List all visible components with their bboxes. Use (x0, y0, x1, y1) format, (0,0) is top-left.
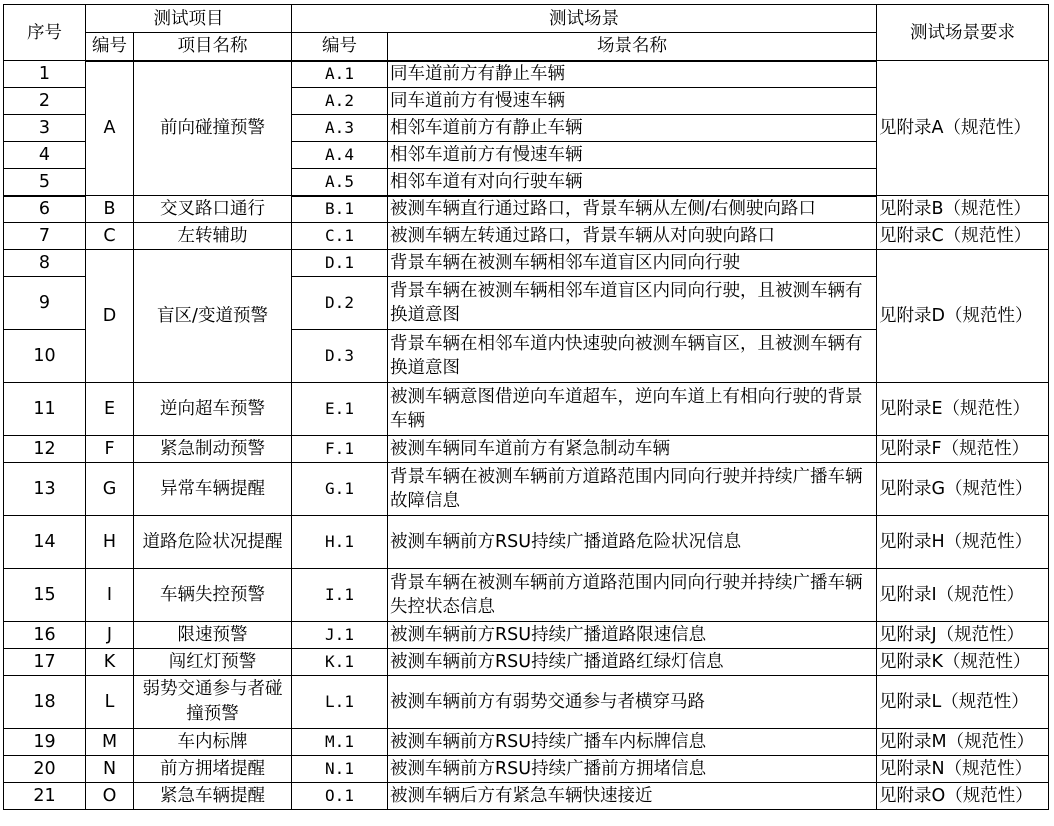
seq-cell: 3 (4, 115, 86, 142)
scene-code-cell: O.1 (292, 783, 388, 810)
seq-cell: 13 (4, 463, 86, 516)
seq-cell: 8 (4, 250, 86, 277)
item-name-cell: 逆向超车预警 (134, 383, 292, 436)
item-name-cell: 车内标牌 (134, 729, 292, 756)
item-code-cell: E (86, 383, 134, 436)
item-code-cell: O (86, 783, 134, 810)
scene-code-cell: D.3 (292, 330, 388, 383)
item-name-cell: 交叉路口通行 (134, 196, 292, 223)
scene-requirement-cell: 见附录I（规范性） (877, 569, 1049, 622)
seq-cell: 2 (4, 88, 86, 115)
table-row (4, 783, 1049, 810)
scene-requirement-cell: 见附录N（规范性） (877, 756, 1049, 783)
scene-name-cell: 被测车辆同车道前方有紧急制动车辆 (388, 436, 877, 463)
seq-cell: 6 (4, 196, 86, 223)
table-row (4, 61, 1049, 88)
scene-code-cell: E.1 (292, 383, 388, 436)
scene-name-cell: 背景车辆在被测车辆前方道路范围内同向行驶并持续广播车辆失控状态信息 (388, 569, 877, 622)
item-code-cell: B (86, 196, 134, 223)
scene-code-cell: N.1 (292, 756, 388, 783)
header-scene-requirement: 测试场景要求 (877, 5, 1049, 61)
seq-cell: 15 (4, 569, 86, 622)
item-name-cell: 异常车辆提醒 (134, 463, 292, 516)
scene-name-cell: 被测车辆前方RSU持续广播道路红绿灯信息 (388, 649, 877, 676)
scene-name-cell: 被测车辆后方有紧急车辆快速接近 (388, 783, 877, 810)
scene-requirement-cell: 见附录A（规范性） (877, 61, 1049, 196)
item-code-cell: M (86, 729, 134, 756)
item-name-cell: 左转辅助 (134, 223, 292, 250)
scene-requirement-cell: 见附录C（规范性） (877, 223, 1049, 250)
scene-name-cell: 背景车辆在被测车辆相邻车道盲区内同向行驶 (388, 250, 877, 277)
item-name-cell: 前方拥堵提醒 (134, 756, 292, 783)
item-name-cell: 道路危险状况提醒 (134, 516, 292, 569)
scene-code-cell: B.1 (292, 196, 388, 223)
scene-code-cell: A.4 (292, 142, 388, 169)
item-code-cell: C (86, 223, 134, 250)
item-code-cell: L (86, 676, 134, 729)
item-name-cell: 弱势交通参与者碰撞预警 (134, 676, 292, 729)
table-row (4, 729, 1049, 756)
header-scene-name: 场景名称 (388, 33, 877, 61)
seq-cell: 21 (4, 783, 86, 810)
header-seq: 序号 (4, 5, 86, 61)
item-name-cell: 闯红灯预警 (134, 649, 292, 676)
seq-cell: 7 (4, 223, 86, 250)
item-code-cell: I (86, 569, 134, 622)
seq-cell: 20 (4, 756, 86, 783)
seq-cell: 16 (4, 622, 86, 649)
seq-cell: 18 (4, 676, 86, 729)
scene-requirement-cell: 见附录L（规范性） (877, 676, 1049, 729)
table-row (4, 649, 1049, 676)
scene-requirement-cell: 见附录J（规范性） (877, 622, 1049, 649)
seq-cell: 12 (4, 436, 86, 463)
scene-code-cell: A.5 (292, 169, 388, 196)
scene-name-cell: 背景车辆在被测车辆相邻车道盲区内同向行驶，且被测车辆有换道意图 (388, 277, 877, 330)
scene-requirement-cell: 见附录O（规范性） (877, 783, 1049, 810)
seq-cell: 4 (4, 142, 86, 169)
table-row (4, 676, 1049, 729)
item-name-cell: 盲区/变道预警 (134, 250, 292, 383)
scene-code-cell: J.1 (292, 622, 388, 649)
scene-name-cell: 相邻车道前方有慢速车辆 (388, 142, 877, 169)
scene-name-cell: 被测车辆前方RSU持续广播道路限速信息 (388, 622, 877, 649)
scene-code-cell: M.1 (292, 729, 388, 756)
item-name-cell: 紧急制动预警 (134, 436, 292, 463)
scene-name-cell: 相邻车道有对向行驶车辆 (388, 169, 877, 196)
scene-code-cell: C.1 (292, 223, 388, 250)
header-item-name: 项目名称 (134, 33, 292, 61)
table-row (4, 383, 1049, 436)
table-row (4, 516, 1049, 569)
table-row (4, 436, 1049, 463)
header-item-code: 编号 (86, 33, 134, 61)
scene-name-cell: 被测车辆意图借逆向车道超车，逆向车道上有相向行驶的背景车辆 (388, 383, 877, 436)
scene-code-cell: A.1 (292, 61, 388, 88)
seq-cell: 17 (4, 649, 86, 676)
table-row (4, 223, 1049, 250)
seq-cell: 11 (4, 383, 86, 436)
header-test-scene: 测试场景 (292, 5, 877, 33)
item-name-cell: 限速预警 (134, 622, 292, 649)
table-row (4, 569, 1049, 622)
scene-code-cell: A.3 (292, 115, 388, 142)
item-name-cell: 紧急车辆提醒 (134, 783, 292, 810)
scene-name-cell: 被测车辆左转通过路口，背景车辆从对向驶向路口 (388, 223, 877, 250)
item-code-cell: K (86, 649, 134, 676)
scene-name-cell: 被测车辆前方RSU持续广播道路危险状况信息 (388, 516, 877, 569)
scene-requirement-cell: 见附录D（规范性） (877, 250, 1049, 383)
item-code-cell: H (86, 516, 134, 569)
table-row (4, 463, 1049, 516)
scene-code-cell: G.1 (292, 463, 388, 516)
scene-name-cell: 被测车辆前方RSU持续广播前方拥堵信息 (388, 756, 877, 783)
item-code-cell: G (86, 463, 134, 516)
scene-code-cell: H.1 (292, 516, 388, 569)
scene-requirement-cell: 见附录B（规范性） (877, 196, 1049, 223)
item-code-cell: N (86, 756, 134, 783)
scene-name-cell: 背景车辆在相邻车道内快速驶向被测车辆盲区，且被测车辆有换道意图 (388, 330, 877, 383)
scene-code-cell: L.1 (292, 676, 388, 729)
seq-cell: 19 (4, 729, 86, 756)
header-scene-code: 编号 (292, 33, 388, 61)
scene-name-cell: 相邻车道前方有静止车辆 (388, 115, 877, 142)
scene-code-cell: I.1 (292, 569, 388, 622)
scene-requirement-cell: 见附录E（规范性） (877, 383, 1049, 436)
item-name-cell: 前向碰撞预警 (134, 61, 292, 196)
scene-code-cell: A.2 (292, 88, 388, 115)
scene-requirement-cell: 见附录H（规范性） (877, 516, 1049, 569)
seq-cell: 9 (4, 277, 86, 330)
item-code-cell: F (86, 436, 134, 463)
scene-name-cell: 背景车辆在被测车辆前方道路范围内同向行驶并持续广播车辆故障信息 (388, 463, 877, 516)
scene-name-cell: 被测车辆前方RSU持续广播车内标牌信息 (388, 729, 877, 756)
item-code-cell: D (86, 250, 134, 383)
seq-cell: 5 (4, 169, 86, 196)
header-test-item: 测试项目 (86, 5, 292, 33)
scene-code-cell: K.1 (292, 649, 388, 676)
table-row (4, 196, 1049, 223)
scene-name-cell: 同车道前方有静止车辆 (388, 61, 877, 88)
scene-requirement-cell: 见附录F（规范性） (877, 436, 1049, 463)
test-scenario-table (3, 4, 1049, 810)
table-row (4, 250, 1049, 277)
item-code-cell: A (86, 61, 134, 196)
scene-name-cell: 被测车辆前方有弱势交通参与者横穿马路 (388, 676, 877, 729)
table-row (4, 756, 1049, 783)
scene-code-cell: D.1 (292, 250, 388, 277)
scene-code-cell: F.1 (292, 436, 388, 463)
scene-name-cell: 被测车辆直行通过路口，背景车辆从左侧/右侧驶向路口 (388, 196, 877, 223)
scene-code-cell: D.2 (292, 277, 388, 330)
scene-requirement-cell: 见附录K（规范性） (877, 649, 1049, 676)
item-name-cell: 车辆失控预警 (134, 569, 292, 622)
scene-name-cell: 同车道前方有慢速车辆 (388, 88, 877, 115)
seq-cell: 10 (4, 330, 86, 383)
table-row (4, 622, 1049, 649)
item-code-cell: J (86, 622, 134, 649)
scene-requirement-cell: 见附录M（规范性） (877, 729, 1049, 756)
seq-cell: 14 (4, 516, 86, 569)
scene-requirement-cell: 见附录G（规范性） (877, 463, 1049, 516)
seq-cell: 1 (4, 61, 86, 88)
